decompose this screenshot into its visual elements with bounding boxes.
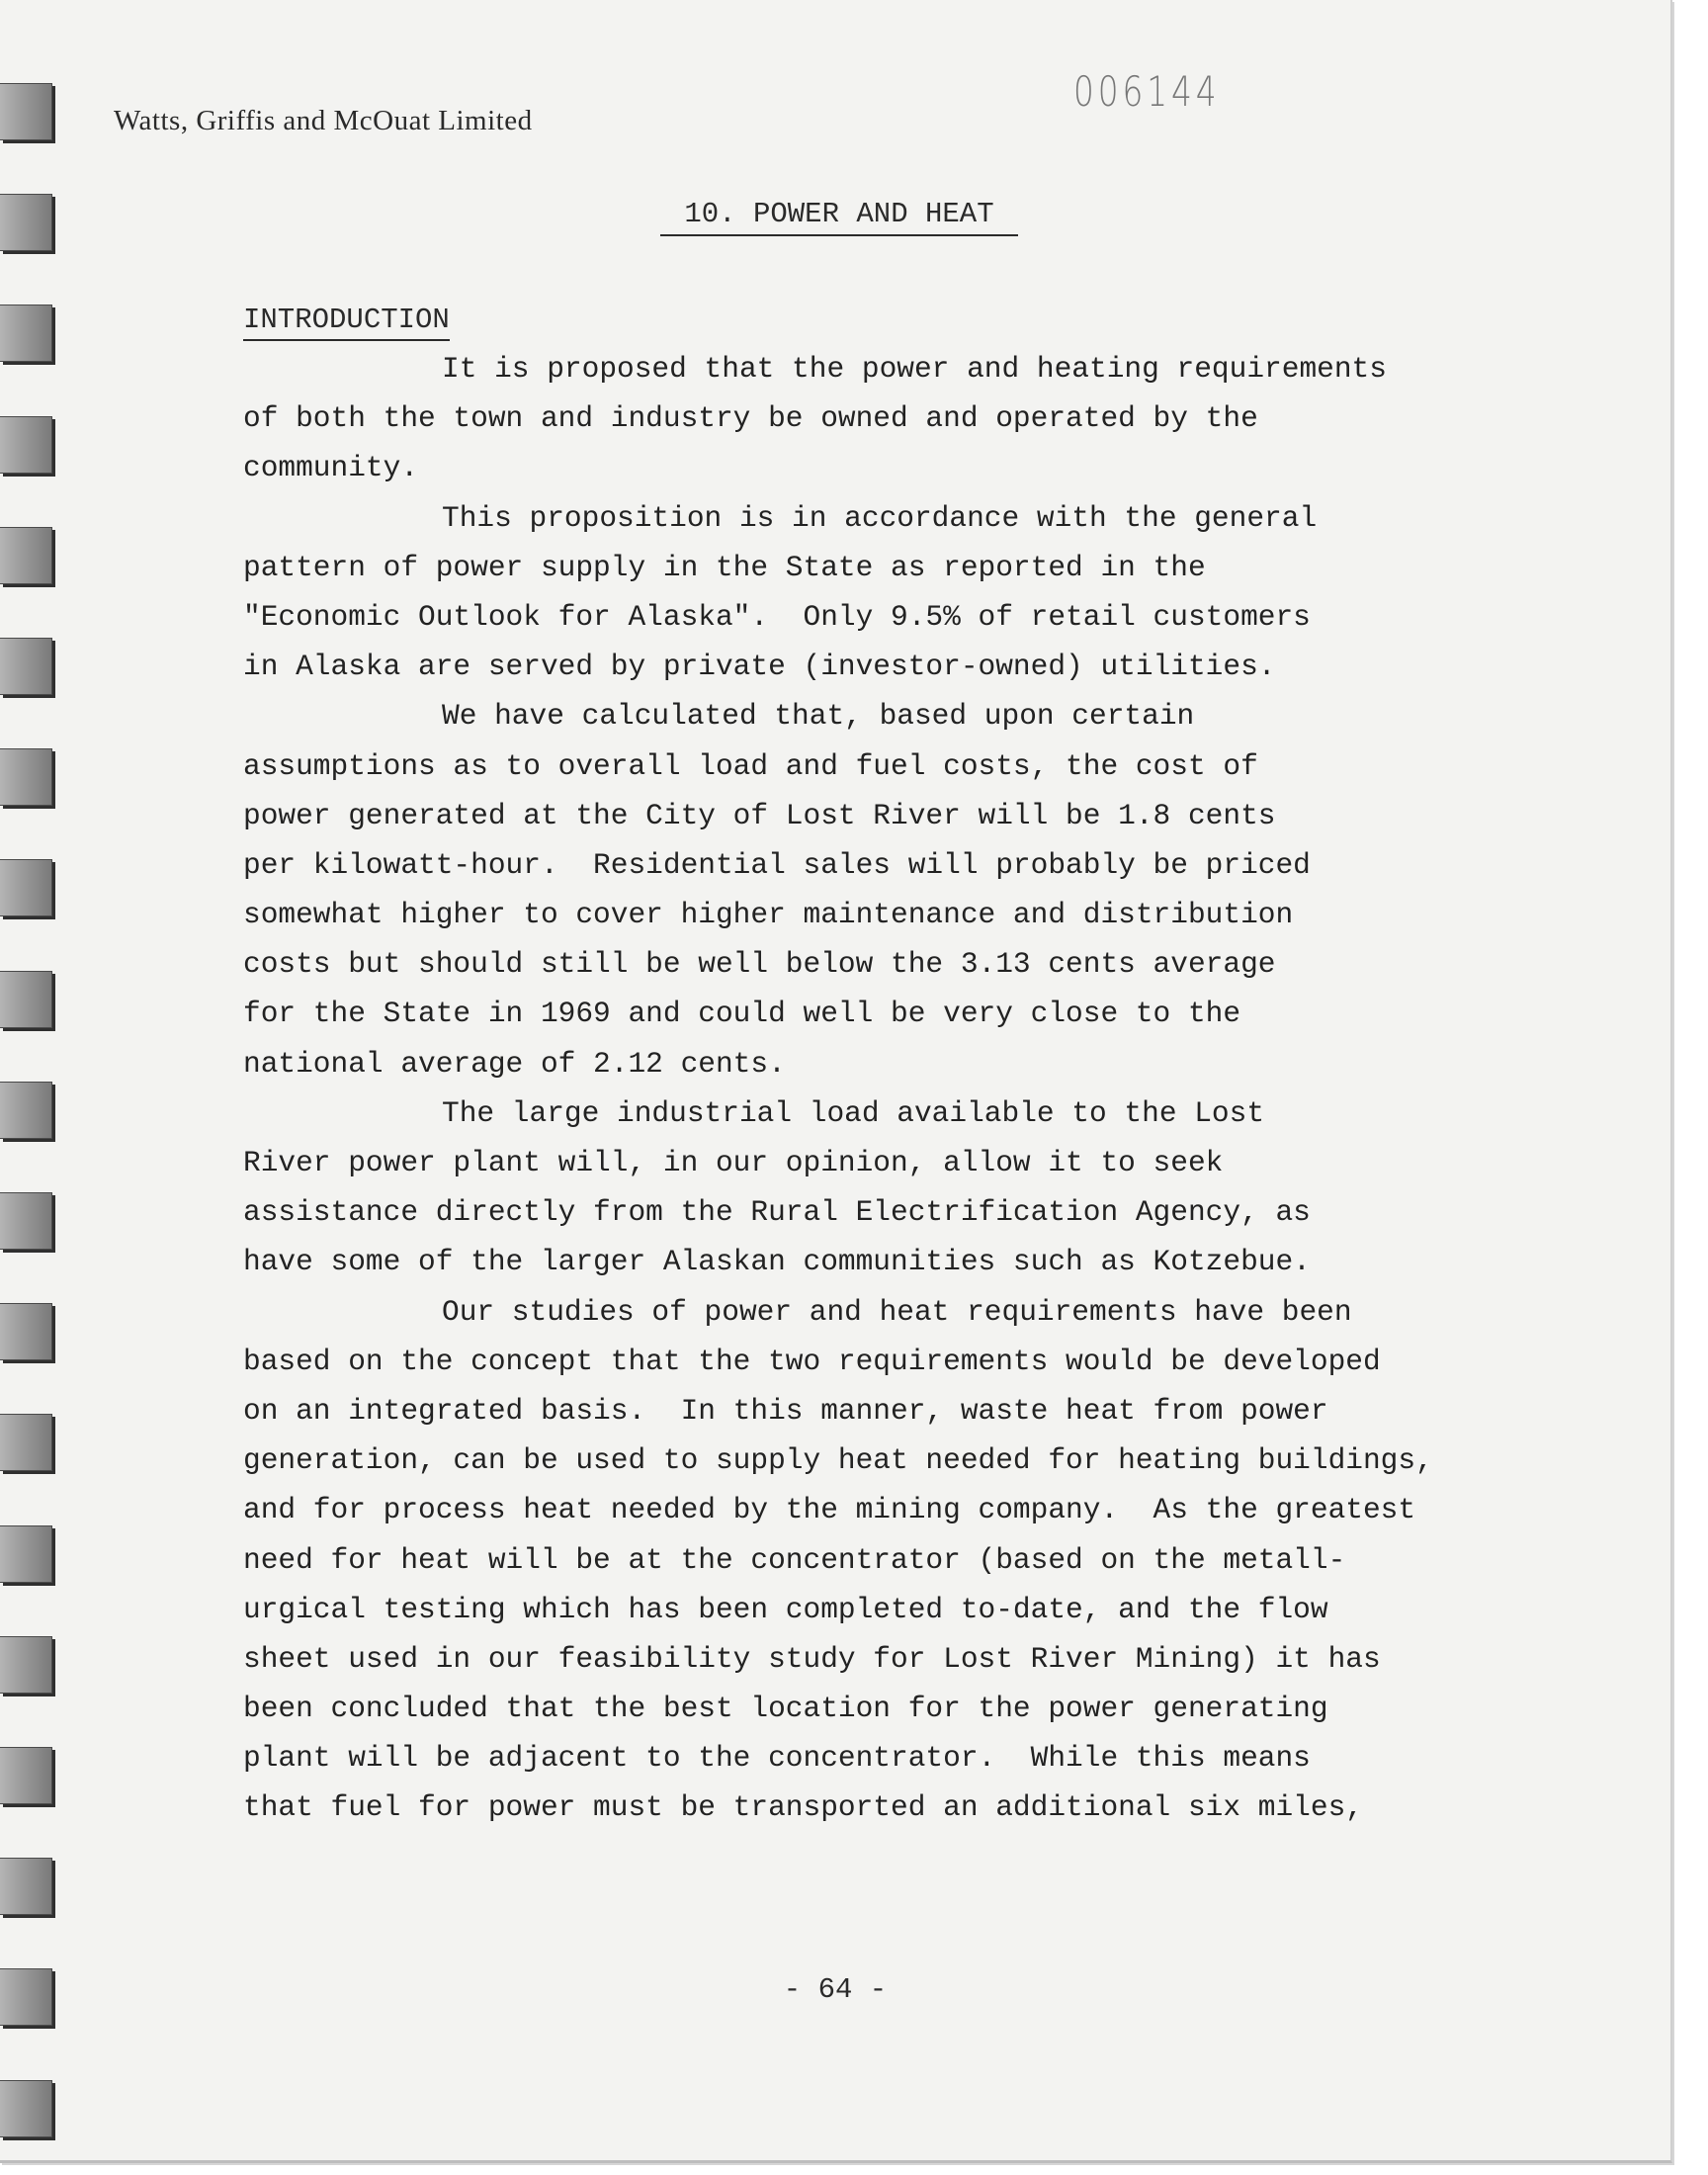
text-line: It is proposed that the power and heating requirements	[442, 352, 1387, 386]
binding-ring	[0, 1303, 52, 1360]
binding-ring	[0, 638, 52, 695]
text-line: costs but should still be well below the 3.13 cents average	[243, 947, 1276, 982]
binding-ring	[0, 1636, 52, 1694]
text-line: of both the town and industry be owned and operated by the	[243, 401, 1258, 436]
text-line: generation, can be used to supply heat needed for heating buildings,	[243, 1443, 1433, 1478]
binding-ring	[0, 2080, 52, 2137]
body-text	[243, 344, 1607, 1833]
binding-ring	[0, 971, 52, 1028]
text-line: that fuel for power must be transported an additional six miles,	[243, 1790, 1363, 1825]
binding-ring	[0, 1747, 52, 1804]
binding-ring	[0, 859, 52, 916]
text-line: community.	[243, 451, 419, 485]
binding-ring	[0, 83, 52, 140]
text-line: on an integrated basis. In this manner, waste heat from power	[243, 1393, 1328, 1428]
text-line: River power plant will, in our opinion, allow it to seek	[243, 1146, 1224, 1179]
text-line: have some of the larger Alaskan communities such as Kotzebue.	[243, 1245, 1311, 1279]
text-line: assumptions as to overall load and fuel costs, the cost of	[243, 748, 1258, 783]
binding-ring	[0, 1414, 52, 1471]
text-line: "Economic Outlook for Alaska". Only 9.5% of retail customers	[243, 599, 1311, 634]
binding-ring	[0, 194, 52, 251]
binding-ring	[0, 748, 52, 806]
text-line: need for heat will be at the concentrator (based on the metall-	[243, 1542, 1346, 1577]
text-line: been concluded that the best location for the power generating	[243, 1692, 1328, 1726]
firm-name: Watts, Griffis and McOuat Limited	[114, 105, 533, 136]
text-line: We have calculated that, based upon certain	[442, 699, 1195, 734]
spiral-binding	[0, 0, 59, 2160]
binding-ring	[0, 527, 52, 584]
subheading: INTRODUCTION	[243, 304, 450, 341]
text-line: assistance directly from the Rural Electrification Agency, as	[243, 1195, 1311, 1230]
binding-ring	[0, 1525, 52, 1583]
text-line: sheet used in our feasibility study for Lost River Mining) it has	[243, 1641, 1381, 1676]
binding-ring	[0, 1192, 52, 1250]
text-line: for the State in 1969 and could well be very close to the	[243, 997, 1241, 1031]
page-number: - 64 -	[783, 1973, 888, 2006]
text-line: somewhat higher to cover higher maintenance and distribution	[243, 898, 1294, 932]
binding-ring	[0, 304, 52, 362]
text-line: and for process heat needed by the mining company. As the greatest	[243, 1493, 1416, 1527]
text-line: power generated at the City of Lost River will be 1.8 cents	[243, 798, 1276, 832]
text-line: per kilowatt-hour. Residential sales will probably be priced	[243, 847, 1311, 882]
text-line: urgical testing which has been completed to-date, and the flow	[243, 1592, 1328, 1626]
text-line: This proposition is in accordance with the general	[442, 500, 1318, 535]
text-line: national average of 2.12 cents.	[243, 1046, 786, 1081]
text-line: plant will be adjacent to the concentrator. While this means	[243, 1741, 1311, 1776]
text-line: in Alaska are served by private (investor-owned) utilities.	[243, 650, 1276, 684]
binding-ring	[0, 416, 52, 474]
section-title: 10. POWER AND HEAT	[660, 198, 1018, 236]
binding-ring	[0, 1858, 52, 1915]
text-line: pattern of power supply in the State as reported in the	[243, 550, 1206, 584]
document-number: 006144	[1073, 67, 1221, 116]
text-line: Our studies of power and heat requirements have been	[442, 1294, 1352, 1329]
binding-ring	[0, 1082, 52, 1139]
text-line: based on the concept that the two requirements would be developed	[243, 1344, 1381, 1378]
text-line: The large industrial load available to the Lost	[442, 1095, 1265, 1130]
